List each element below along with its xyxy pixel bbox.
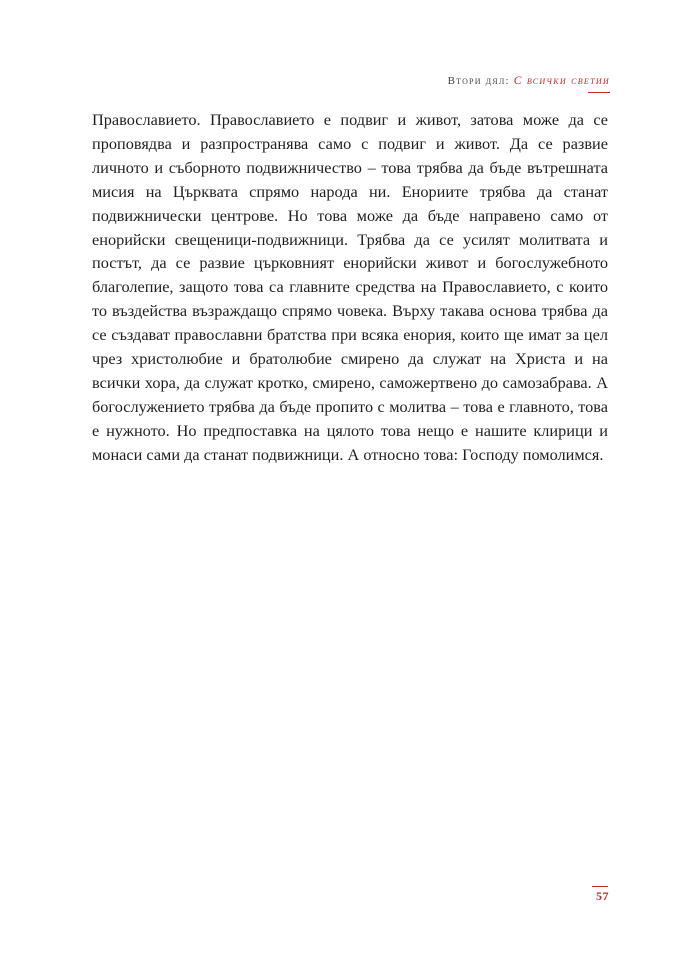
header-accent-rule xyxy=(588,92,610,93)
part-label: Втори дял xyxy=(447,75,506,87)
body-paragraph: Православието. Православието е подвиг и живот, затова може да се проповядва и разпространява само с подвиг и живот. Да се развие личното и съборното подвижничество – това трябва да бъде вътрешната мисия на Църквата спрямо народа ни. Енориите трябва да станат подвижнически центрове. Но това може да бъде направено само от енорийски свещеници-подвижници. Трябва да се усилят молитвата и постът, да се развие църковният енорийски живот и богослужебното благолепие, защото това са главните средства на Православието, с които то въздейства възраждащо спрямо човека. Върху такава основа трябва да се създават православни братства при всяка енория, които ще имат за цел чрез христолюбие и братолюбие смирено да служат на Христа и на всички хора, да служат кротко, смирено, саможертвено до самозабрава. А богослужението трябва да бъде пропито с молитва – това е главното, това е нужното. Но предпоставка на цялото това нещо е нашите клирици и монаси сами да станат подвижници. А относно това: Господу помолимся. xyxy=(92,110,608,464)
running-header xyxy=(448,74,610,88)
header-separator: : xyxy=(505,75,510,87)
section-title: С всички светии xyxy=(513,75,610,87)
page-number-rule xyxy=(592,886,608,887)
page-number: 57 xyxy=(596,889,609,903)
